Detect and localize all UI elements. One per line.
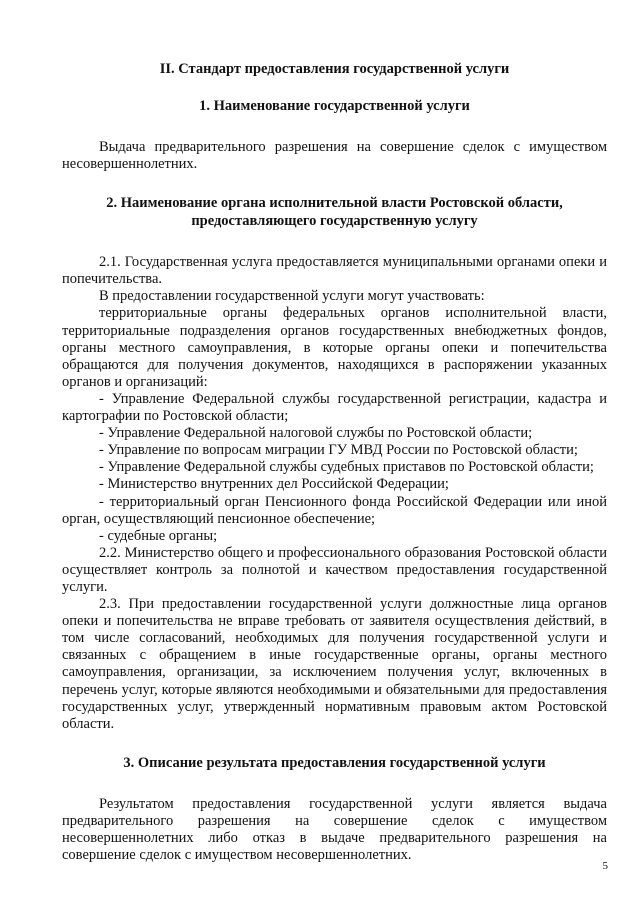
paragraph: 2.1. Государственная услуга предоставляется муниципальными органами опеки и попечительства. — [62, 254, 607, 288]
document-body — [62, 60, 607, 864]
list-item: - судебные органы; — [99, 527, 218, 544]
paragraph: 2.3. При предоставлении государственной услуги должностные лица органов опеки и попечительства не вправе требовать от заявителя осуществления действий, в том числе согласований, необходимых для получения государственной услуги и связанных с обращением в иные государственные органы, органы местного самоуправления, организации, за исключением получения услуг, включенных в перечень услуг, которые являются необходимыми и обязательными для предоставления государственных услуг, утвержденный нормативным правовым актом Ростовской области. — [62, 596, 607, 732]
main-title: II. Стандарт предоставления государственной услуги — [159, 61, 510, 77]
list-item: - Управление по вопросам миграции ГУ МВД России по Ростовской области; — [99, 442, 578, 459]
paragraph: В предоставлении государственной услуги могут участвовать: — [99, 288, 485, 305]
list-item: - Управление Федеральной службы государственной регистрации, кадастра и картографии по Ростовской области; — [62, 390, 607, 425]
section2-heading — [62, 194, 607, 230]
paragraph: территориальные органы федеральных органов исполнительной власти, территориальные подразделения органов государственных внебюджетных фондов, органы местного самоуправления, в которые органы опеки и попечительства обращаются для получения документов, находящихся в распоряжении указанных органов и организаций: — [62, 305, 607, 390]
section3-paragraph: Результатом предоставления государственной услуги является выдача предварительного разрешения на совершение сделок с имуществом несовершеннолетних либо отказ в выдаче предварительного разрешения на совершение сделок с имуществом несовершеннолетних. — [62, 795, 607, 864]
list-item: - Управление Федеральной службы судебных приставов по Ростовской области; — [99, 459, 594, 476]
section1-heading: 1. Наименование государственной услуги — [199, 98, 470, 114]
section2-heading-line1: 2. Наименование органа исполнительной власти Ростовской области, — [106, 195, 563, 212]
list-item: - территориальный орган Пенсионного фонда Российской Федерации или иной орган, осуществляющий пенсионное обеспечение; — [62, 493, 607, 527]
section3-heading: 3. Описание результата предоставления государственной услуги — [123, 754, 546, 771]
page-number: 5 — [602, 860, 608, 872]
section1-paragraph: Выдача предварительного разрешения на совершение сделок с имуществом несовершеннолетних. — [62, 139, 607, 173]
list-item: - Министерство внутренних дел Российской Федерации; — [99, 476, 449, 493]
section2-heading-line2: предоставляющего государственную услугу — [191, 213, 478, 230]
paragraph: 2.2. Министерство общего и профессионального образования Ростовской области осуществляет контроль за полнотой и качеством предоставления государственной услуги. — [62, 544, 607, 595]
list-item: - Управление Федеральной налоговой службы по Ростовской области; — [99, 425, 533, 442]
